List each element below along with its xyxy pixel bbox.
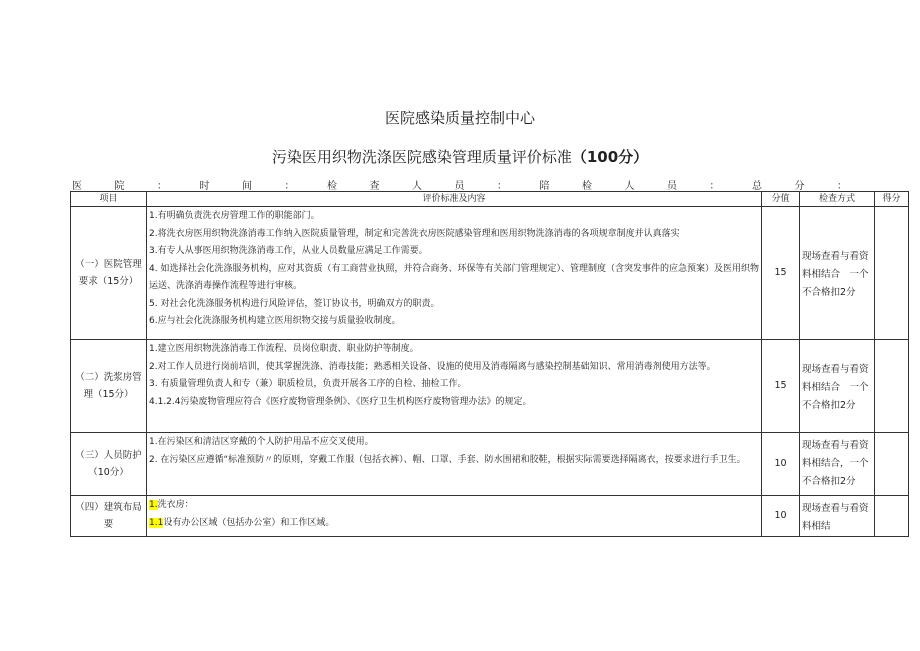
document-title-main: 污染医用织物洗涤医院感染管理质量评价标准: [271, 148, 572, 166]
info-char: 医: [72, 181, 82, 192]
standard-line: 2. 在污染区应遵循“标准预防〃的原则，穿戴工作服（包括衣裤）、帽、口罩、手套、防水围裙和胶鞋，根据实际需要选择隔离衣，按要求进行手卫生。: [149, 454, 746, 465]
standard-cell: [147, 207, 762, 340]
standard-line: [149, 515, 759, 533]
standard-line: 1.有明确负责洗衣房管理工作的职能部门。: [149, 211, 320, 221]
header-got: 得分: [875, 192, 909, 207]
highlight-mark: 1.: [149, 500, 158, 510]
standard-text: 洗衣房：: [157, 500, 194, 510]
header-method: 检查方式: [800, 192, 875, 207]
info-char: 间: [242, 181, 252, 192]
standard-line: 4.1.2.4污染废物管理应符合《医疗废物管理条例》、《医疗卫生机构医疗废物管理办法》的规定。: [149, 396, 532, 407]
info-char: 院: [114, 181, 125, 192]
standard-line: 3. 有质量管理负责人和专（兼）职质检员，负责开展各工序的自检、抽检工作。: [149, 379, 467, 389]
inspection-info-row: [72, 177, 847, 190]
info-char: ：: [284, 181, 295, 192]
info-char: 陪: [539, 181, 550, 192]
info-char: 检: [327, 181, 337, 192]
item-cell: （二）洗浆房管理（15分）: [71, 340, 147, 433]
info-char: 分: [794, 181, 805, 192]
score-cell: 15: [762, 340, 800, 433]
standard-text: 设有办公区域（包括办公室）和工作区域。: [163, 517, 335, 528]
score-cell: 10: [762, 496, 800, 537]
table-row: [71, 207, 909, 340]
standard-cell: [147, 340, 762, 433]
got-score-cell[interactable]: [875, 433, 909, 496]
method-cell: 现场查看与看资料相结合 一个不合格扣2分: [800, 340, 875, 433]
info-char: ：: [709, 181, 720, 192]
header-score: 分值: [762, 192, 800, 207]
standard-line: 1.建立医用织物洗涤消毒工作流程、员岗位职责、职业防护等制度。: [149, 344, 419, 354]
header-item: 项目: [71, 192, 147, 207]
info-char: ：: [157, 181, 167, 192]
info-char: 人: [624, 181, 635, 192]
highlight-mark: 1.1: [149, 517, 164, 528]
info-char: 人: [412, 181, 422, 192]
standard-cell: [147, 496, 762, 537]
item-cell: （四）建筑布局要: [71, 496, 147, 537]
info-char: 检: [582, 181, 592, 192]
org-title: 医院感染质量控制中心: [384, 109, 535, 127]
info-char: ：: [837, 181, 847, 192]
info-char: 员: [454, 181, 465, 192]
info-char: 员: [667, 181, 677, 192]
standard-line: 2.将洗衣房医用织物洗涤消毒工作纳入医院质量管理，制定和完善洗衣房医院感染管理和医用织物洗涤消毒的各项规章制度并认真落实: [149, 228, 680, 239]
table-row: [71, 496, 909, 537]
got-score-cell[interactable]: [875, 340, 909, 433]
document-title-score: （100分）: [571, 148, 649, 166]
got-score-cell[interactable]: [875, 496, 909, 537]
table-row: [71, 340, 909, 433]
score-cell: 10: [762, 433, 800, 496]
document-title: [0, 146, 920, 167]
header-standard: 评价标准及内容: [147, 192, 762, 207]
evaluation-table: [70, 191, 909, 537]
info-char: 查: [369, 181, 380, 192]
method-cell: 现场查看与看资料相结: [800, 496, 875, 537]
standard-line: 1.在污染区和清洁区穿戴的个人防护用品不应交叉使用。: [149, 437, 374, 447]
standard-line: 4. 如选择社会化洗涤服务机构，应对其资质（有工商营业执照，并符合商务、环保等有关部门管理规定）、管理制度（含突发事件的应急预案）及医用织物运送、洗涤消毒操作流程等进行审核。: [149, 263, 759, 291]
standard-line: [149, 497, 759, 515]
standard-line: 3.有专人从事医用织物洗涤消毒工作，从业人员数量应满足工作需要。: [149, 246, 428, 256]
info-char: 总: [752, 181, 762, 192]
standard-line: 5. 对社会化洗涤服务机构进行风险评估，签订协议书，明确双方的职责。: [149, 298, 440, 309]
item-cell: （一）医院管理要求（15分）: [71, 207, 147, 340]
item-cell: （三）人员防护（10分）: [71, 433, 147, 496]
table-row: [71, 433, 909, 496]
standard-cell: [147, 433, 762, 496]
standard-line: 6.应与社会化洗涤服务机构建立医用织物交接与质量验收制度。: [149, 316, 401, 326]
standard-line: 2.对工作人员进行岗前培训，使其掌握洗涤、消毒技能；熟悉相关设备、设施的使用及消毒隔离与感染控制基础知识、常用消毒剂使用方法等。: [149, 361, 716, 372]
method-cell: 现场查看与看资料相结合，一个不合格扣2分: [800, 433, 875, 496]
score-cell: 15: [762, 207, 800, 340]
table-header-row: [71, 192, 909, 207]
got-score-cell[interactable]: [875, 207, 909, 340]
info-char: ：: [497, 181, 507, 192]
method-cell: 现场查看与看资料相结合 一个不合格扣2分: [800, 207, 875, 340]
info-char: 时: [199, 181, 210, 192]
